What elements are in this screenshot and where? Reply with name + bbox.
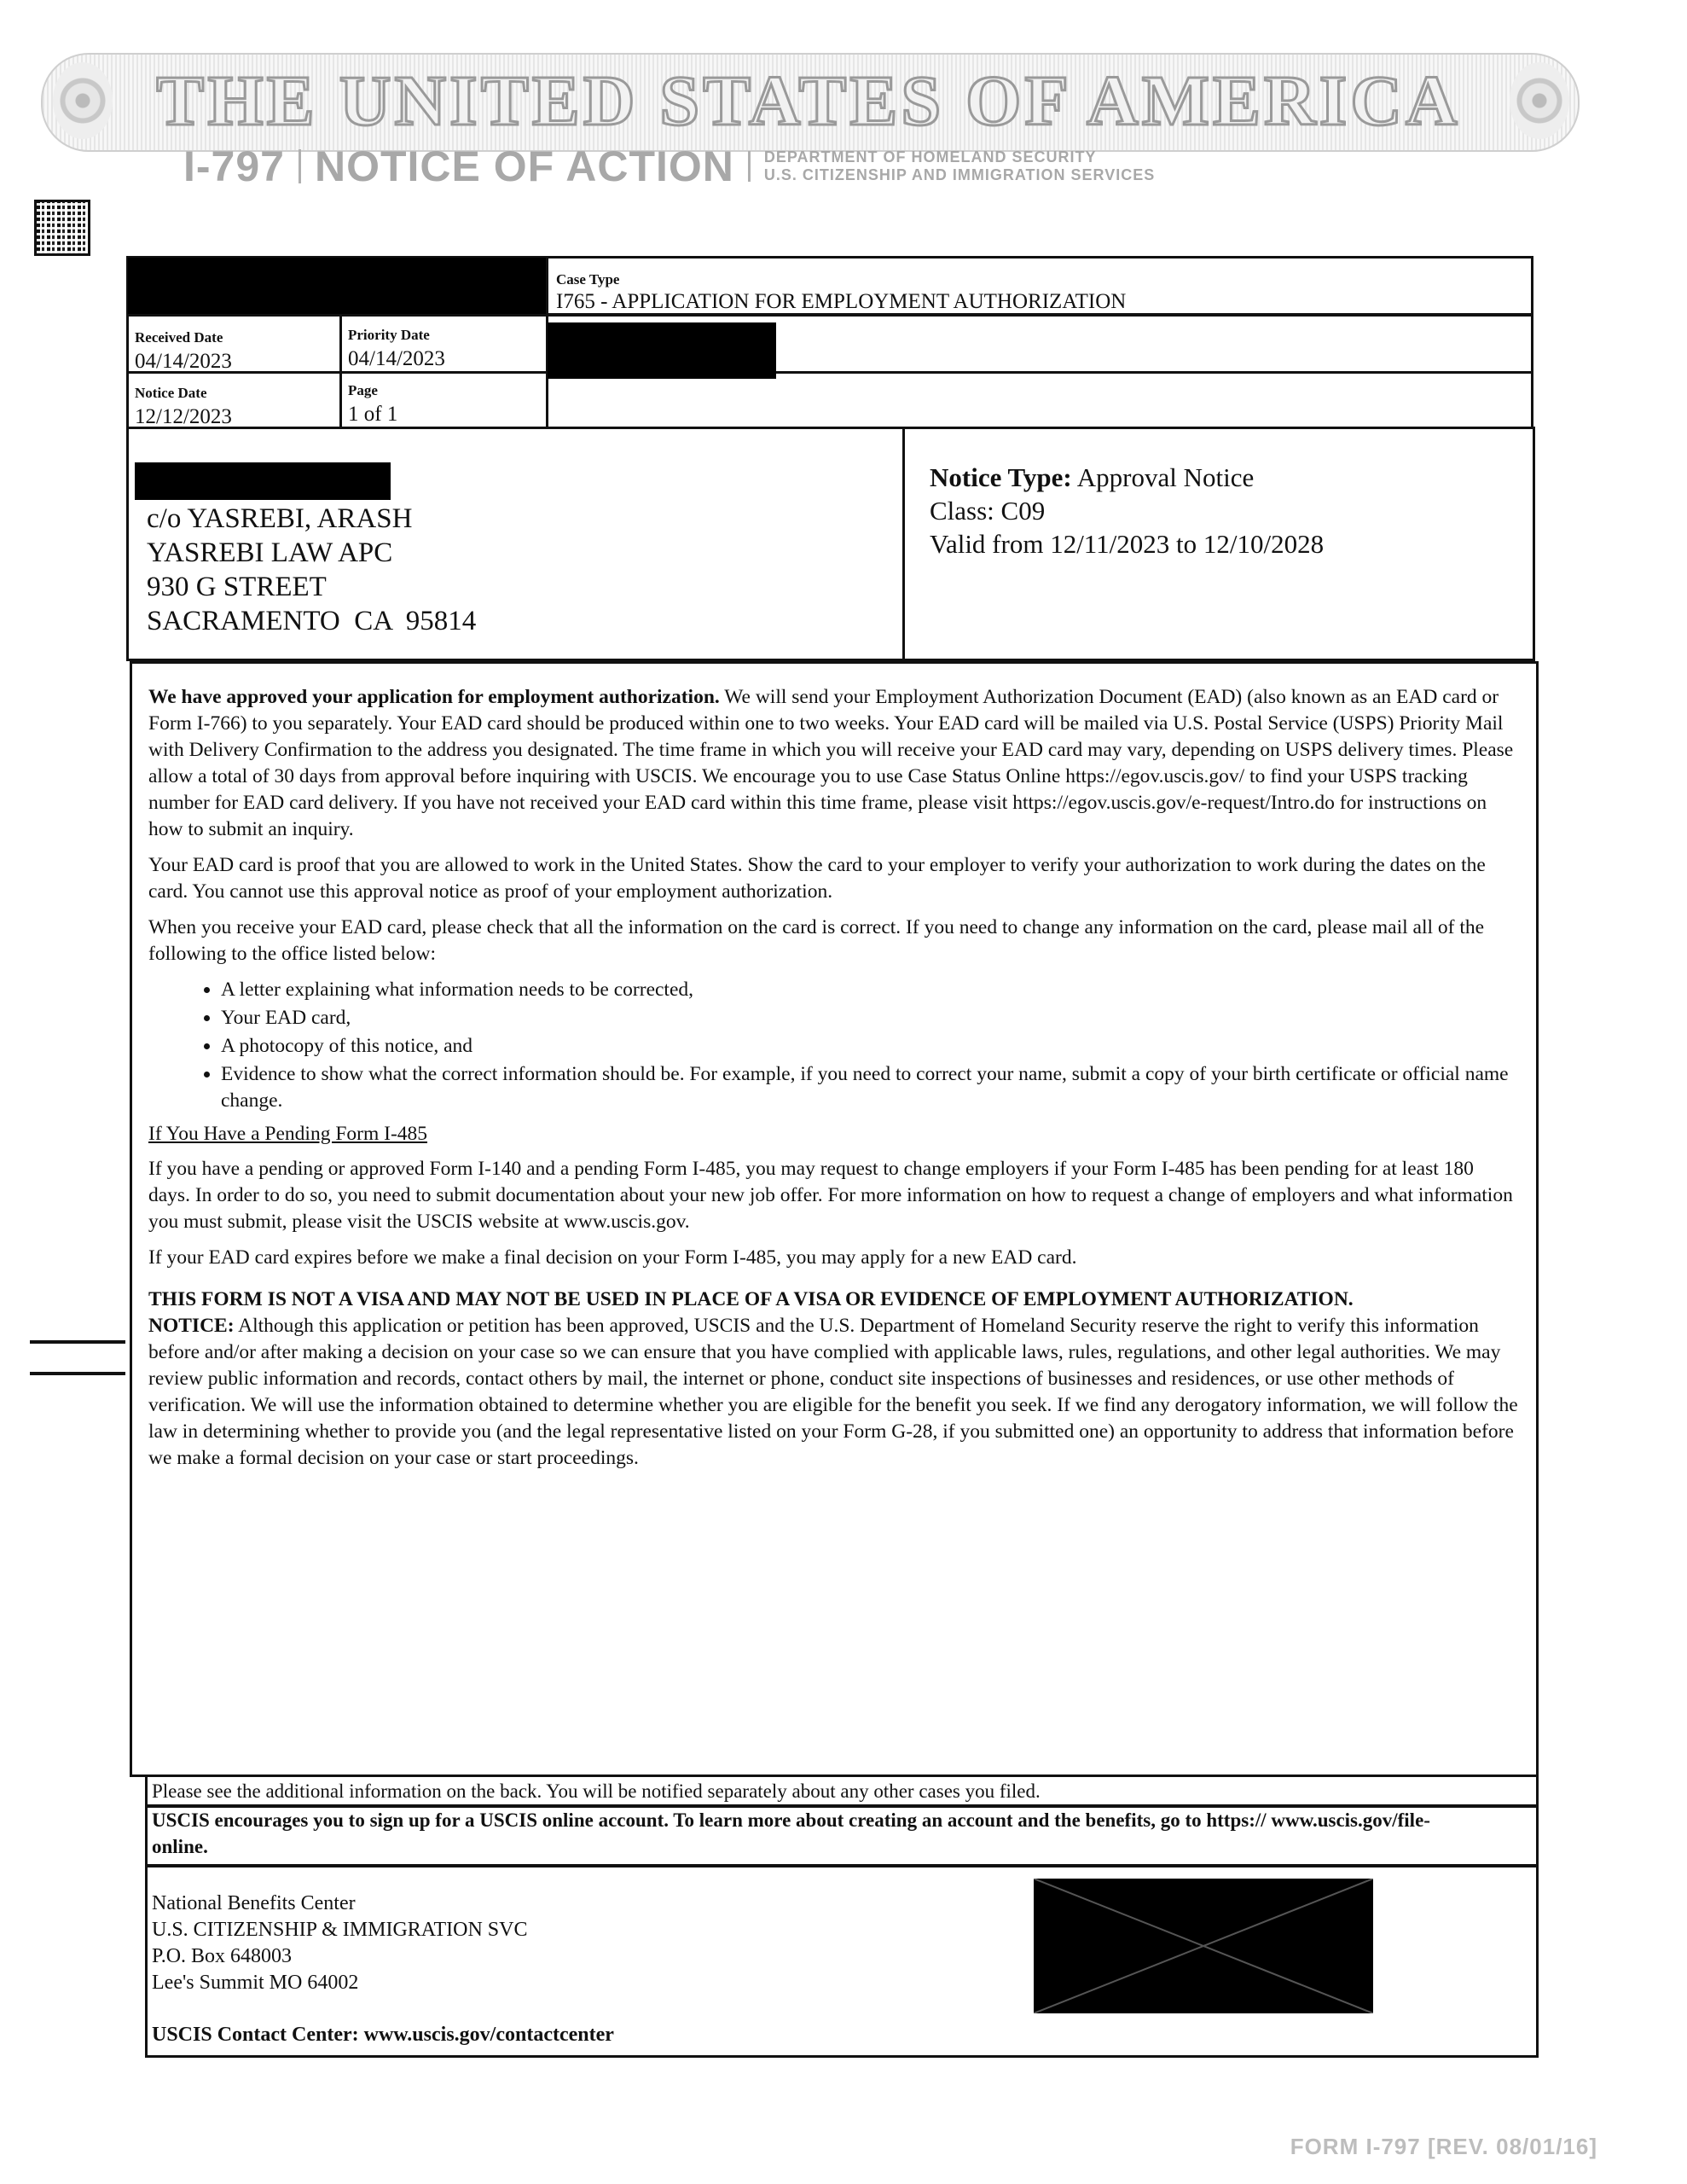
redaction-applicant-name (135, 462, 391, 500)
address-line-3: 930 G STREET (147, 572, 327, 602)
form-revision: FORM I-797 [REV. 08/01/16] (1290, 2134, 1597, 2159)
divider (299, 149, 301, 183)
banner-title: THE UNITED STATES OF AMERICA (156, 61, 1461, 141)
received-date-label: Received Date (135, 329, 223, 346)
paragraph-expiry: If your EAD card expires before we make a final decision on your Form I-485, you may apply for a new EAD card. (148, 1246, 1077, 1269)
office-line-4: Lee's Summit MO 64002 (152, 1972, 359, 1994)
notice-type-block (930, 461, 1324, 561)
approval-text: We will send your Employment Authorization Document (EAD) (also known as an EAD card or Form I-766) to you separately. Your EAD card should be produced within one to two weeks. Your EAD card will be mailed via U.S. Postal Service (USPS) Priority Mail with Delivery Confirmation to the address you designated. The time frame in which you will receive your EAD card may vary, depending on USPS delivery times. Please allow a total of 30 days from approval before inquiring with USCIS. We encourage you to use Case Status Online https://egov.uscis.gov/ to find your USPS tracking number for EAD card delivery. If you have not received your EAD card within this time frame, please visit https://egov.uscis.gov/e-request/Intro.do for instructions on how to submit an inquiry. (148, 686, 1514, 840)
notice-label: NOTICE: (148, 1315, 235, 1337)
list-item: • Your EAD card, (221, 1005, 1520, 1031)
address-line-2: YASREBI LAW APC (147, 537, 393, 568)
page-value: 1 of 1 (348, 403, 398, 426)
office-line-1: National Benefits Center (152, 1892, 356, 1914)
priority-date-label: Priority Date (348, 327, 430, 343)
notice-body-text (148, 684, 1520, 1481)
validity-period: Valid from 12/11/2023 to 12/10/2028 (930, 529, 1325, 559)
redaction-receipt-number (128, 258, 546, 314)
office-line-2: U.S. CITIZENSHIP & IMMIGRATION SVC (152, 1919, 528, 1941)
received-date-value: 04/14/2023 (135, 350, 232, 373)
horizontal-rule (126, 371, 1533, 374)
paragraph-proof: Your EAD card is proof that you are allowed to work in the United States. Show the card to your employer to verify your authorization to work during the dates on the card. You cannot use this approval notice as proof of your employment authorization. (148, 854, 1486, 903)
department-block (764, 148, 1155, 184)
redaction-beneficiary (548, 322, 776, 379)
paragraph-i485: If you have a pending or approved Form I-140 and a pending Form I-485, you may request to change employers if your Form I-485 has been pending for at least 180 days. In order to do so, you need to submit documentation about your new job offer. For more information on how to request a change of employers and what information you must submit, please visit the USCIS website at www.uscis.gov. (148, 1158, 1513, 1233)
notice-type-value: Approval Notice (1076, 462, 1255, 492)
visa-warning: THIS FORM IS NOT A VISA AND MAY NOT BE USED IN PLACE OF A VISA OR EVIDENCE OF EMPLOYMENT AUTHORIZATION. (148, 1288, 1354, 1310)
notice-type-label: Notice Type: (930, 462, 1072, 492)
mailing-address (147, 502, 476, 638)
divider (748, 151, 751, 182)
paragraph-approval (148, 684, 1520, 843)
approval-lead: We have approved your application for employment authorization. (148, 686, 720, 708)
list-item: • A photocopy of this notice, and (221, 1033, 1520, 1060)
i485-heading: If You Have a Pending Form I-485 (148, 1123, 428, 1145)
address-line-1: c/o YASREBI, ARASH (147, 503, 413, 534)
margin-mark (30, 1372, 125, 1375)
margin-mark (30, 1340, 125, 1344)
paragraph-correction: When you receive your EAD card, please check that all the information on the card is correct. If you need to change any information on the card, please mail all of the following to the office listed below: (148, 916, 1485, 965)
correction-list (148, 977, 1520, 1114)
barcode-icon (34, 200, 90, 256)
office-line-3: P.O. Box 648003 (152, 1945, 293, 1967)
online-account-text: USCIS encourages you to sign up for a USCIS online account. To learn more about creating an account and the benefits, go to https:// www.uscis.gov/file-online. (152, 1809, 1430, 1857)
page-label: Page (348, 382, 378, 398)
notice-date-label: Notice Date (135, 385, 207, 401)
vertical-rule (339, 314, 342, 429)
case-type-label: Case Type (556, 271, 620, 288)
form-id: I-797 (183, 142, 285, 190)
case-type-value: I765 - APPLICATION FOR EMPLOYMENT AUTHORIZATION (556, 290, 1127, 313)
class-value: Class: C09 (930, 496, 1046, 526)
list-item: • Evidence to show what the correct information should be. For example, if you need to correct your name, submit a copy of your birth certificate or official name change. (221, 1061, 1520, 1114)
department-line-1: DEPARTMENT OF HOMELAND SECURITY (763, 148, 1097, 166)
address-line-4: SACRAMENTO CA 95814 (147, 606, 477, 636)
department-line-2: U.S. CITIZENSHIP AND IMMIGRATION SERVICES (763, 166, 1156, 183)
notice-text: Although this application or petition has been approved, USCIS and the U.S. Department of Homeland Security reserve the right to verify this information before and/or after making a decision on your case so we can ensure that you have complied with applicable laws, rules, regulations, and other legal authorities. We may review public information and records, contact others by mail, the internet or phone, conduct site inspections of businesses and residences, or use other methods of verification. We will use the information obtained to determine whether you are eligible for the benefit you seek. If we find any derogatory information, we will follow the law in determining whether to provide you (and the legal representative listed on your Form G-28, if you submitted one) an opportunity to address that information before we make a formal decision on your case or start proceedings. (148, 1315, 1518, 1469)
contact-center: USCIS Contact Center: www.uscis.gov/contactcenter (152, 2024, 614, 2046)
vertical-rule (902, 427, 905, 661)
office-address (152, 1891, 527, 1996)
form-title: NOTICE OF ACTION (314, 142, 734, 190)
redaction-signature (1034, 1879, 1373, 2013)
see-back-text: Please see the additional information on the back. You will be notified separately about any other cases you filed. (152, 1780, 1041, 1802)
notice-of-action-heading (183, 141, 1155, 192)
notice-date-value: 12/12/2023 (135, 405, 232, 428)
list-item: • A letter explaining what information needs to be corrected, (221, 977, 1520, 1003)
priority-date-value: 04/14/2023 (348, 347, 445, 370)
